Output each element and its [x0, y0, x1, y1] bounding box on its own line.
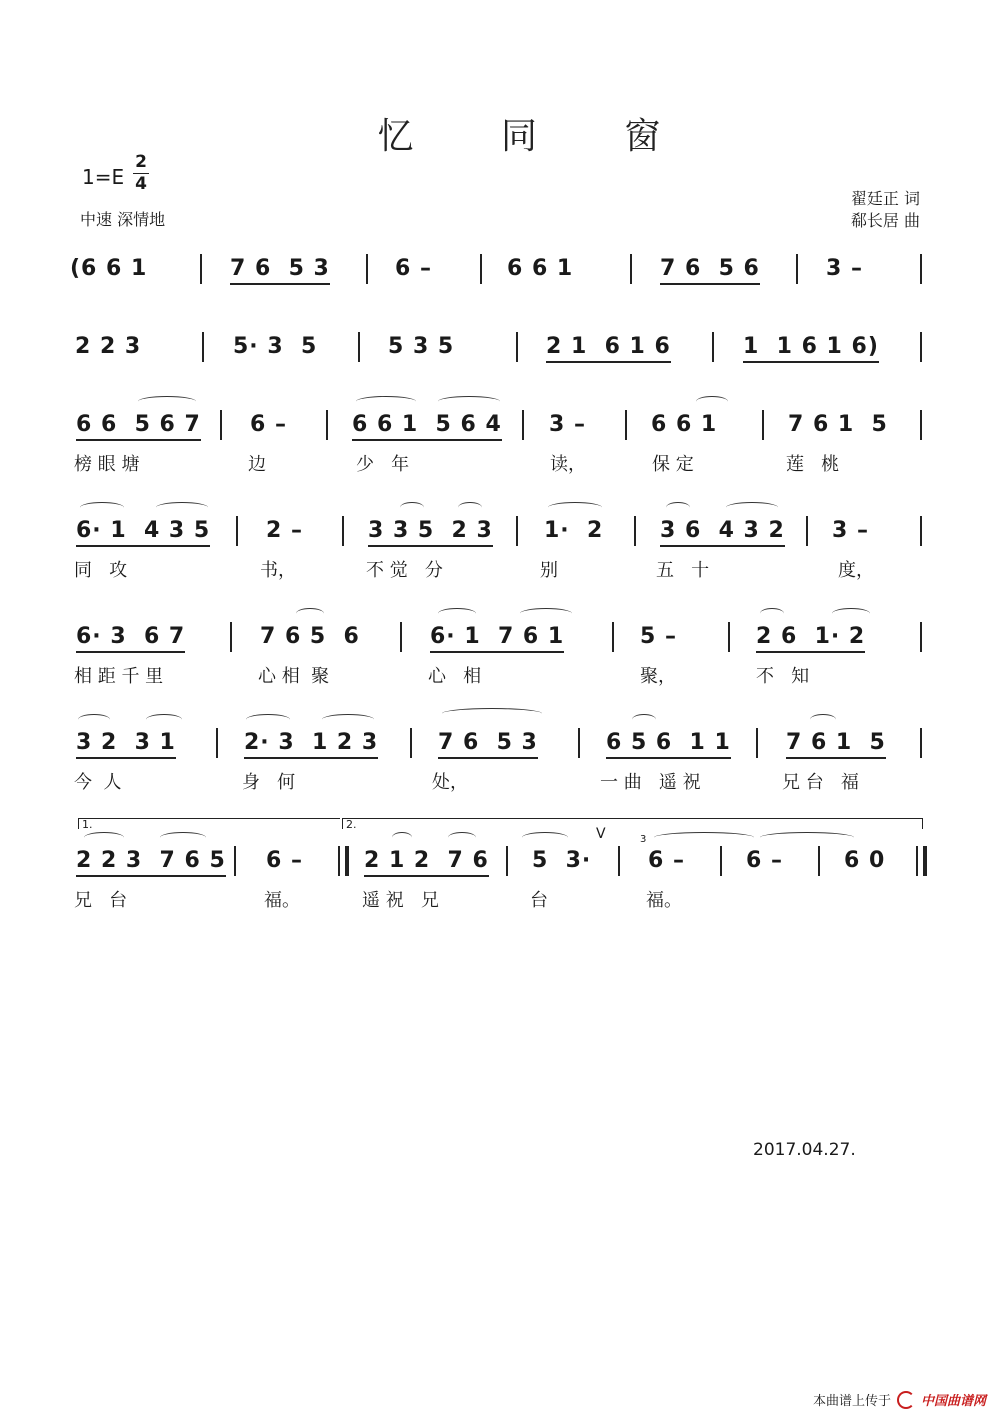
page-title: 忆 同 窗 [377, 116, 699, 157]
score-system-6 [70, 722, 930, 762]
measure: 6 – [395, 256, 432, 281]
slur [392, 832, 412, 843]
measure: 3 6 4 3 2 [660, 518, 785, 547]
slur [80, 502, 124, 513]
measure: 2 1 6 1 6 [546, 334, 671, 363]
lyric: 心 相 [428, 666, 482, 687]
lyric: 遥 祝 兄 [362, 890, 439, 911]
time-sig-top: 2 [135, 152, 147, 172]
lyrics-line-3 [70, 450, 930, 490]
barline [720, 846, 722, 876]
barline [342, 516, 344, 546]
slur [156, 502, 208, 513]
measure: 6· 3 6 7 [76, 624, 185, 653]
barline [728, 622, 730, 652]
slur [356, 396, 416, 407]
slur [138, 396, 196, 407]
site-logo-icon [897, 1391, 915, 1409]
measure: 6 – [266, 848, 303, 873]
measure: 3 2 3 1 [76, 730, 176, 759]
volta-first-ending: 1. [78, 818, 340, 829]
measure: 5· 3 5 [233, 334, 318, 359]
barline [578, 728, 580, 758]
barline [920, 254, 922, 284]
barline [516, 516, 518, 546]
barline [612, 622, 614, 652]
footer-watermark [813, 1390, 986, 1409]
barline [234, 846, 236, 876]
barline [756, 728, 758, 758]
measure: 6 – [746, 848, 783, 873]
lyric: 一 曲 遥 祝 [600, 772, 701, 793]
barline [202, 332, 204, 362]
barline [522, 410, 524, 440]
barline [806, 516, 808, 546]
barline [634, 516, 636, 546]
barline [920, 622, 922, 652]
measure: 6 – [648, 848, 685, 873]
lyrics-line-6 [70, 768, 930, 808]
slur [146, 714, 182, 725]
lyric: 别 [540, 560, 558, 581]
score-system-5 [70, 616, 930, 656]
lyric: 榜 眼 塘 [74, 454, 140, 475]
barline [410, 728, 412, 758]
barline [230, 622, 232, 652]
tempo-marking: 中速 深情地 [80, 210, 166, 229]
measure: (6 6 1 [70, 256, 148, 281]
measure: 6 6 5 6 7 [76, 412, 201, 441]
lyric: 聚， [640, 666, 676, 687]
lyric: 兄 台 [74, 890, 128, 911]
measure: 5 3· [532, 848, 592, 873]
slur [458, 502, 482, 513]
lyric: 台 [530, 890, 548, 911]
measure: 1 1 6 1 6) [743, 334, 879, 363]
barline [712, 332, 714, 362]
lyric: 读， [550, 454, 586, 475]
lyrics-line-4 [70, 556, 930, 596]
lyric: 保 定 [652, 454, 694, 475]
barline [480, 254, 482, 284]
score-system-3 [70, 404, 930, 444]
lyric: 兄 台 福 [782, 772, 859, 793]
measure: 2 2 3 7 6 5 [76, 848, 226, 877]
repeat-barline [338, 846, 349, 876]
score-system-4 [70, 510, 930, 550]
slur [296, 608, 324, 619]
composer-credit: 郗长居 曲 [850, 211, 920, 230]
measure: 3 – [826, 256, 863, 281]
slur [246, 714, 290, 725]
lyric: 不 知 [756, 666, 810, 687]
measure: 6· 1 7 6 1 [430, 624, 564, 653]
slur [438, 608, 476, 619]
lyric: 书， [260, 560, 296, 581]
barline [618, 846, 620, 876]
slur [696, 396, 728, 407]
measure: 2 2 3 [75, 334, 142, 359]
slur [832, 608, 870, 619]
lyrics-line-5 [70, 662, 930, 702]
volta-second-ending: 2. [342, 818, 923, 829]
measure: 2 1 2 7 6 [364, 848, 489, 877]
measure: 1· 2 [544, 518, 604, 543]
score-system-1 [70, 248, 930, 288]
barline [516, 332, 518, 362]
lyric: 边 [248, 454, 266, 475]
lyric: 不 觉 分 [366, 560, 443, 581]
time-signature [131, 152, 151, 195]
barline [625, 410, 627, 440]
barline [762, 410, 764, 440]
measure: 5 – [640, 624, 677, 649]
measure: 6· 1 4 3 5 [76, 518, 210, 547]
slur [84, 832, 124, 843]
measure: 5 3 5 [388, 334, 455, 359]
lyric: 今 人 [74, 772, 122, 793]
measure: 2 6 1· 2 [756, 624, 865, 653]
measure: 7 6 1 5 [788, 412, 888, 437]
barline [236, 516, 238, 546]
measure: 3 – [832, 518, 869, 543]
lyric: 处， [432, 772, 468, 793]
lyric: 五 十 [656, 560, 710, 581]
barline [220, 410, 222, 440]
slur [654, 832, 754, 843]
measure: 7 6 1 5 [786, 730, 886, 759]
lyric: 少 年 [356, 454, 410, 475]
slur [442, 708, 542, 719]
measure: 6 0 [844, 848, 886, 873]
date-stamp: 2017.04.27. [753, 1140, 856, 1160]
slur [520, 608, 572, 619]
lyric: 相 距 千 里 [74, 666, 164, 687]
breath-mark: V [596, 826, 606, 842]
measure: 7 6 5 6 [660, 256, 760, 285]
time-sig-bottom: 4 [135, 174, 147, 194]
slur [522, 832, 568, 843]
measure: 3 – [549, 412, 586, 437]
grace-note: 3 [640, 834, 647, 845]
slur [810, 714, 836, 725]
barline [920, 332, 922, 362]
measure: 7 6 5 3 [230, 256, 330, 285]
lyric: 心 相 聚 [258, 666, 330, 687]
measure: 7 6 5 3 [438, 730, 538, 759]
lyric: 福。 [264, 890, 300, 911]
lyric: 身 何 [242, 772, 296, 793]
final-barline [916, 846, 927, 876]
measure: 6 – [250, 412, 287, 437]
barline [796, 254, 798, 284]
measure: 6 6 1 5 6 4 [352, 412, 502, 441]
lyrics-line-7 [70, 886, 930, 926]
slur [160, 832, 206, 843]
barline [326, 410, 328, 440]
slur [632, 714, 656, 725]
measure: 6 6 1 [507, 256, 574, 281]
measure: 2· 3 1 2 3 [244, 730, 378, 759]
barline [920, 410, 922, 440]
slur [666, 502, 690, 513]
slur [548, 502, 602, 513]
barline [920, 516, 922, 546]
score-system-2 [70, 326, 930, 366]
measure: 2 – [266, 518, 303, 543]
upload-text: 本曲谱上传于 [812, 1394, 891, 1409]
barline [366, 254, 368, 284]
lyricist-credit: 翟廷正 词 [850, 189, 920, 208]
lyric: 福。 [646, 890, 682, 911]
lyric: 同 攻 [74, 560, 128, 581]
measure: 6 5 6 1 1 [606, 730, 731, 759]
slur [760, 832, 854, 843]
barline [358, 332, 360, 362]
measure: 3 3 5 2 3 [368, 518, 493, 547]
slur [400, 502, 424, 513]
slur [726, 502, 778, 513]
barline [506, 846, 508, 876]
measure: 7 6 5 6 [260, 624, 360, 649]
lyric: 莲 桃 [786, 454, 840, 475]
slur [322, 714, 374, 725]
barline [818, 846, 820, 876]
barline [200, 254, 202, 284]
slur [438, 396, 500, 407]
key-signature: 1=E [82, 165, 125, 189]
score-system-7-notes [70, 826, 930, 880]
measure: 6 6 1 [651, 412, 718, 437]
slur [78, 714, 110, 725]
slur [448, 832, 476, 843]
barline [920, 728, 922, 758]
barline [400, 622, 402, 652]
lyric: 度， [838, 560, 874, 581]
barline [216, 728, 218, 758]
site-name: 中国曲谱网 [920, 1394, 986, 1409]
barline [630, 254, 632, 284]
slur [760, 608, 784, 619]
